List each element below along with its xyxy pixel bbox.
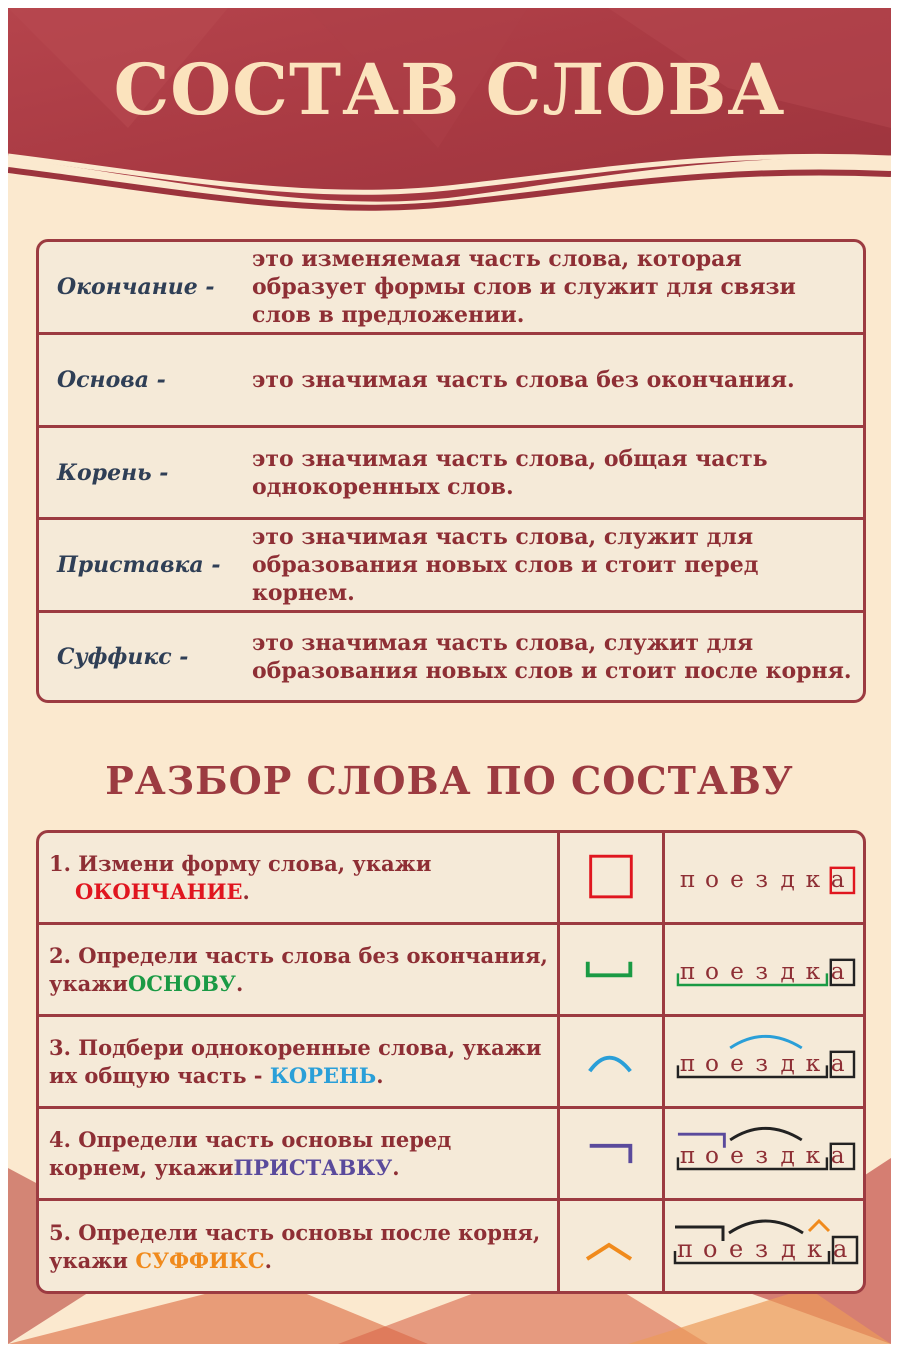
definition-row-suffix [39,613,863,700]
example-letter: е [730,866,744,894]
step-keyword: ОКОНЧАНИЕ [75,878,243,904]
word-example [667,925,863,1014]
definition-term: Окончание - [57,274,215,300]
example-letter: о [705,866,720,894]
example-letter: е [730,1142,744,1170]
example-letters [677,1235,847,1263]
step-end: . [242,878,250,904]
step-end: . [264,1248,272,1273]
example-letter: п [679,866,696,894]
example-letter: о [705,958,720,986]
step-row [39,925,863,1017]
example-letter: д [780,1050,795,1078]
example-letters [680,1142,845,1169]
step-instruction [49,942,549,998]
column-divider [662,833,665,922]
step-end: . [392,1154,400,1180]
section-title: РАЗБОР СЛОВА ПО СОСТАВУ [105,758,794,803]
word-example [667,1201,863,1293]
example-letter: а [830,866,845,894]
example-letter: з [755,958,768,986]
example-letter: к [805,1142,821,1170]
example-letter: е [730,958,744,986]
example-letter: е [730,1050,744,1078]
example-letter: а [830,958,845,986]
step-number: 2. [49,942,71,968]
example-letter: о [703,1235,718,1263]
step-instruction [49,1219,549,1275]
example-letter: к [805,866,821,894]
example-letter: к [805,958,821,986]
step-instruction [49,1126,549,1182]
root-icon [559,1017,662,1106]
definition-row-stem [39,335,863,428]
step-row [39,1109,863,1201]
definition-text: это изменяемая часть слова, которая образует формы слов и служит для связи слов в предложении. [252,246,796,328]
steps-table [36,830,866,1294]
step-text: Определи часть слова без окончания, укажи [49,942,548,996]
definition-term: Приставка - [57,552,221,578]
definition-text: это значимая часть слова, общая часть однокоренных слов. [252,445,768,500]
example-letter: п [679,1142,696,1170]
step-instruction [49,1034,549,1090]
example-letter: з [755,1142,768,1170]
step-keyword: СУФФИКС [135,1248,265,1273]
example-letter: е [729,1235,744,1263]
definition-text: это значимая часть слова без окончания. [252,367,795,393]
example-letters [680,866,845,893]
step-text: Определи часть основы перед корнем, укажи [49,1126,452,1180]
example-letter: к [805,1050,821,1078]
example-letter: д [780,866,795,894]
definition-row-ending [39,242,863,335]
step-end: . [376,1062,384,1088]
example-letter: д [780,1142,795,1170]
example-letter: д [781,1235,796,1263]
definition-term: Основа - [57,367,166,393]
definition-text: это значимая часть слова, служит для образования новых слов и стоит после корня. [252,629,852,684]
definition-row-root [39,428,863,520]
poster [8,8,891,1344]
example-letter: а [830,1142,845,1170]
step-text: Определи часть основы после корня, укажи [49,1220,541,1273]
example-letter: п [677,1235,693,1263]
example-letter: о [705,1050,720,1078]
word-example [667,1017,863,1106]
example-letter: а [830,1050,845,1078]
example-letter: о [705,1142,720,1170]
definitions-table [36,239,866,703]
example-letter: п [679,958,696,986]
step-text: Подбери однокоренные слова, укажи их общую часть - [49,1034,542,1088]
example-letter: з [755,1235,769,1263]
definition-term: Корень - [57,459,169,486]
definition-row-prefix [39,520,863,613]
step-number: 3. [49,1034,71,1060]
column-divider [662,1201,665,1293]
step-number: 5. [49,1220,71,1245]
step-keyword: КОРЕНЬ [269,1062,377,1088]
ending-icon [559,833,662,922]
step-number: 4. [49,1126,71,1152]
example-letter: з [755,1050,768,1078]
example-letter: п [679,1050,696,1078]
example-letter: к [807,1235,822,1263]
step-row [39,1201,863,1293]
column-divider [662,1017,665,1106]
suffix-icon [559,1201,662,1293]
example-letter: з [755,866,768,894]
example-letters [680,1050,845,1077]
page-title: СОСТАВ СЛОВА [113,48,786,131]
stem-icon [559,925,662,1014]
step-row [39,1017,863,1109]
example-letters [680,958,845,985]
step-end: . [235,970,244,996]
word-example [667,833,863,922]
column-divider [662,925,665,1014]
example-letter: д [780,958,795,986]
definition-term: Суффикс - [57,643,189,670]
step-number: 1. [49,850,71,876]
step-row [39,833,863,925]
step-instruction [49,850,549,906]
column-divider [662,1109,665,1198]
definition-text: это значимая часть слова, служит для образования новых слов и стоит перед корнем. [252,524,759,606]
prefix-icon [559,1109,662,1198]
step-text: Измени форму слова, укажи [78,850,432,876]
step-keyword: ПРИСТАВКУ [233,1154,393,1180]
example-letter: а [833,1235,848,1263]
step-keyword: ОСНОВУ [128,970,236,996]
word-example [667,1109,863,1198]
